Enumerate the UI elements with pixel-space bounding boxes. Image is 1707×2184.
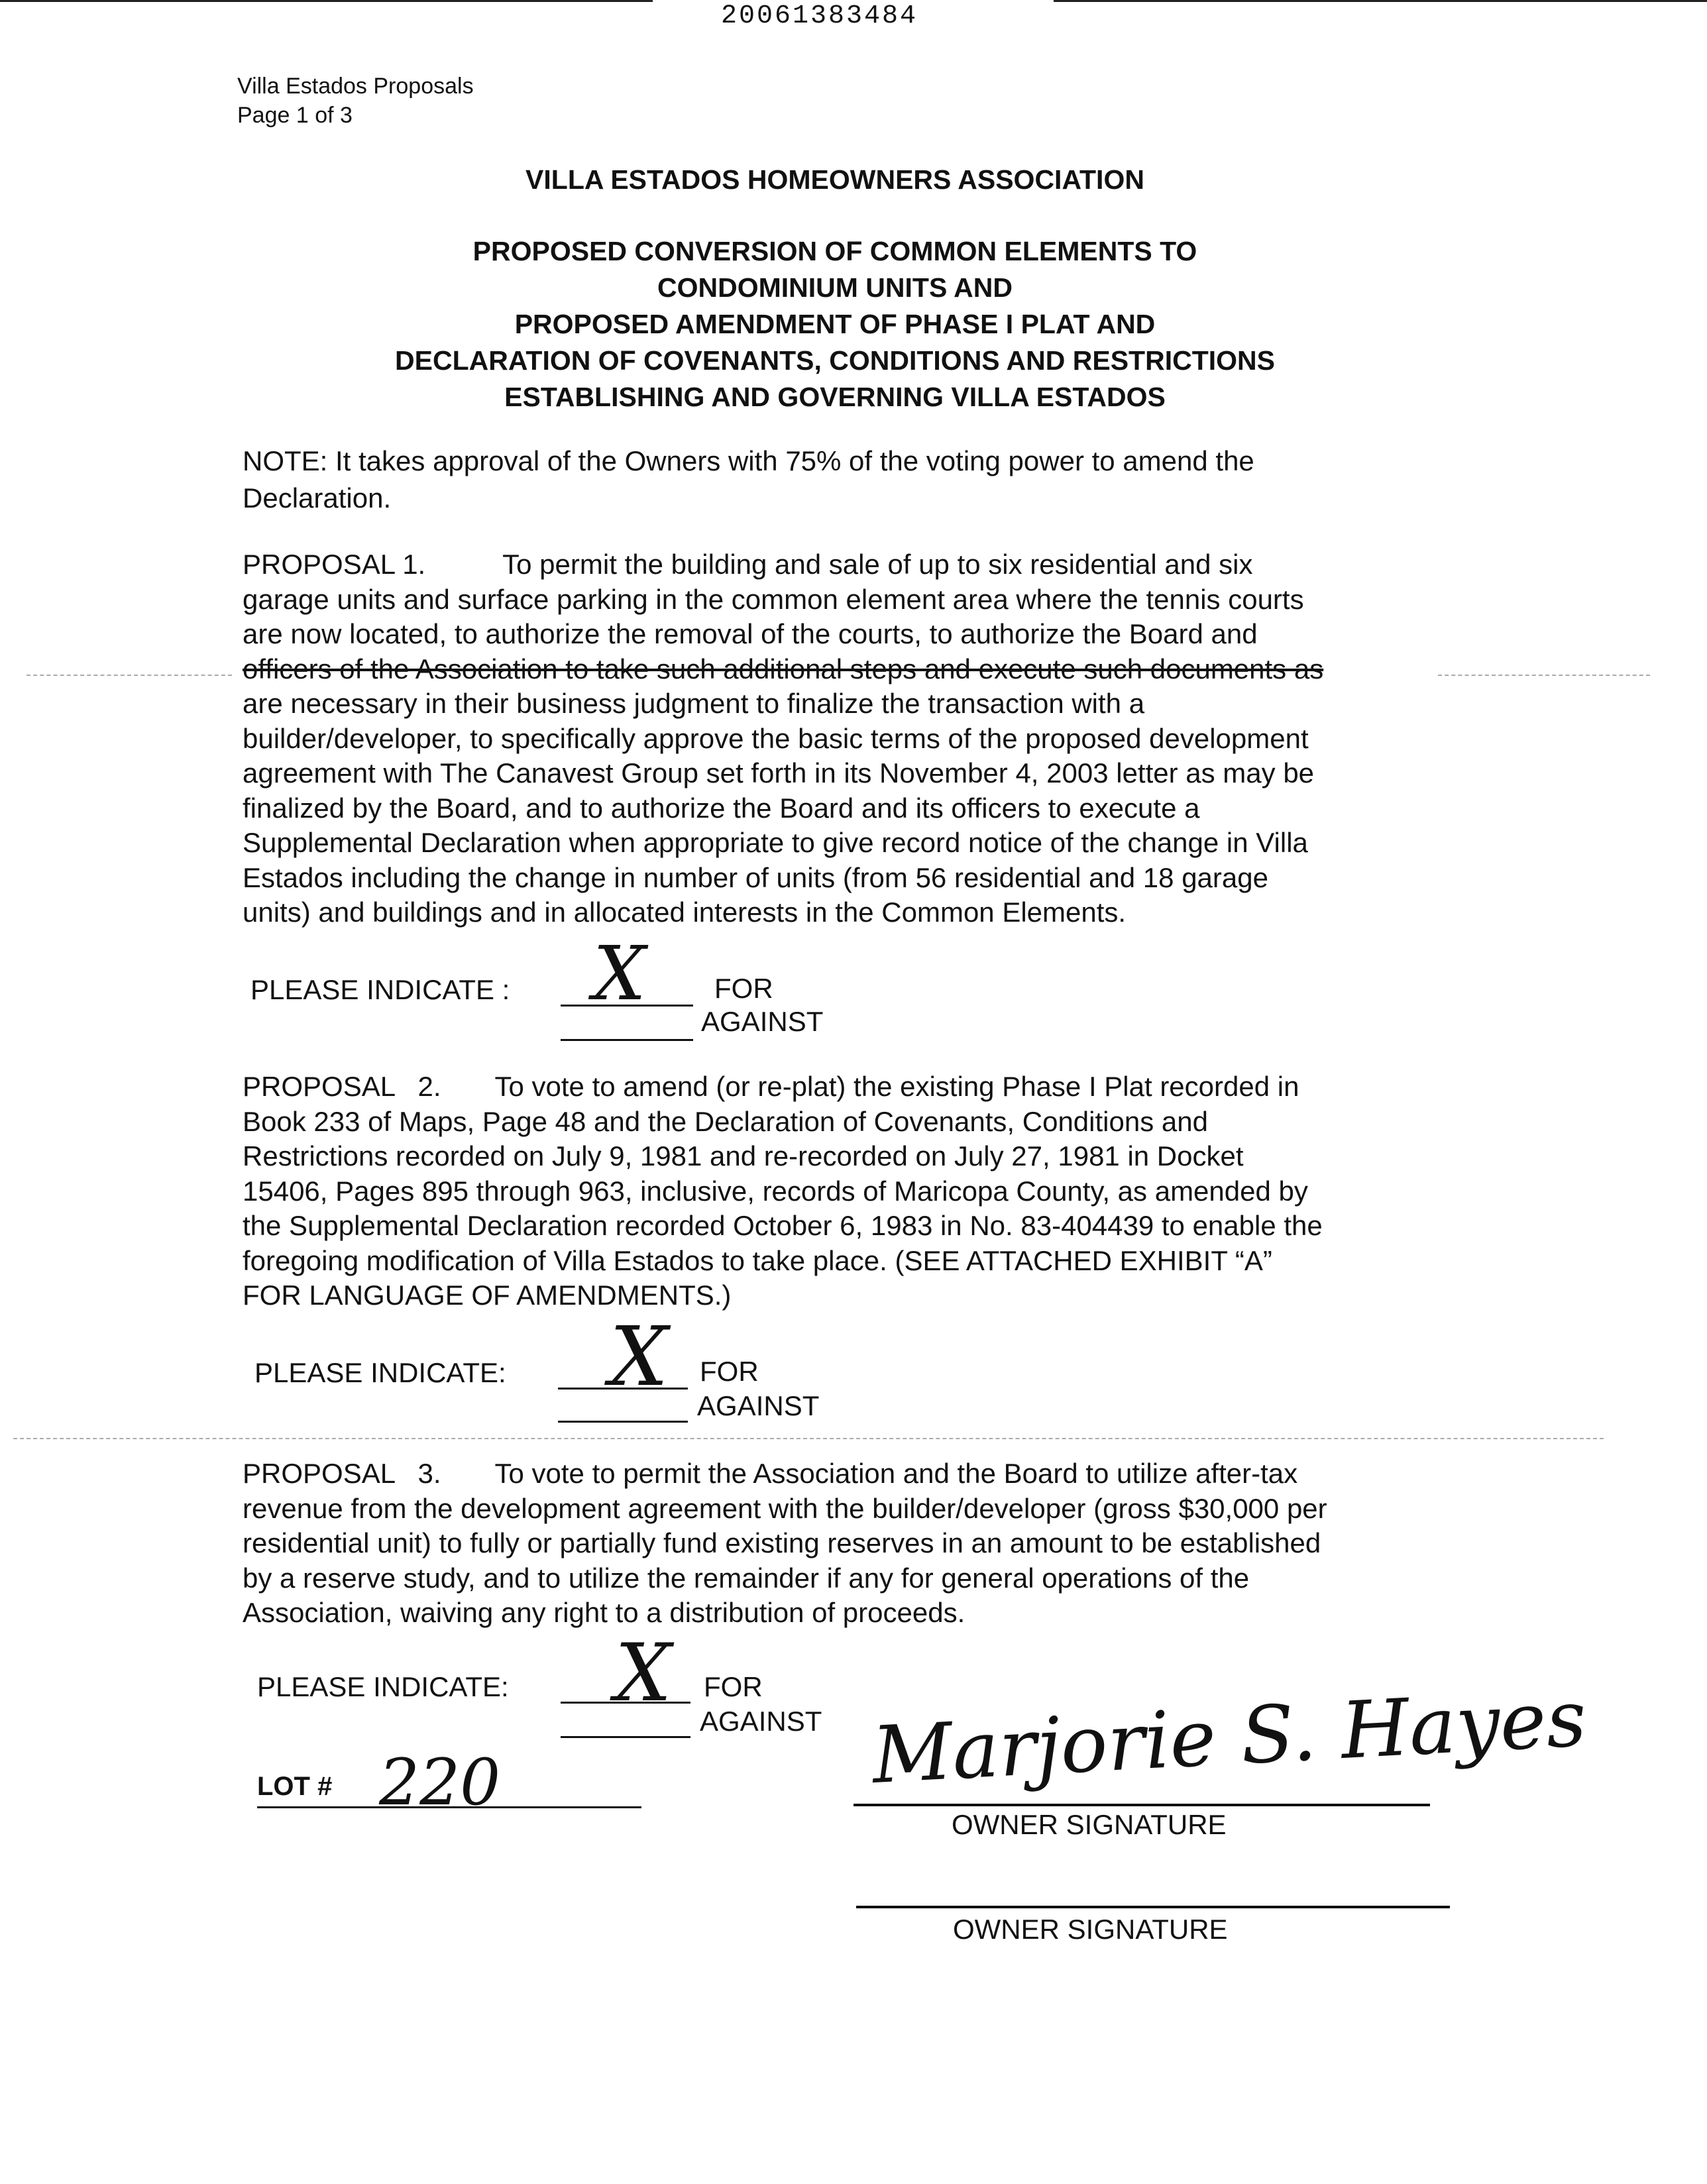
scan-noise-right: [1438, 675, 1650, 676]
scan-noise-line: [13, 1438, 1604, 1439]
scan-noise-left: [27, 675, 232, 676]
proposal-1-for-mark: X: [593, 931, 646, 1017]
proposal-line: garage units and surface parking in the common element area where the tennis courts: [243, 583, 1304, 615]
proposal-2-for-label: FOR: [700, 1356, 759, 1387]
proposal-line: PROPOSAL 1. To permit the building and sale of up to six residential and six: [243, 549, 1253, 580]
document-id: 20061383484: [721, 1, 918, 31]
proposal-3-text: [243, 1456, 1462, 1631]
proposal-line: Book 233 of Maps, Page 48 and the Declaration of Covenants, Conditions and: [243, 1105, 1208, 1137]
proposal-3-against-label: AGAINST: [700, 1706, 822, 1737]
title-line: PROPOSED CONVERSION OF COMMON ELEMENTS TO: [472, 236, 1197, 266]
approval-note: [243, 443, 1462, 517]
proposal-line: Restrictions recorded on July 9, 1981 and re-recorded on July 27, 1981 in Docket: [243, 1140, 1244, 1172]
proposal-3-against-blank[interactable]: [561, 1736, 690, 1738]
proposal-1-against-blank[interactable]: [561, 1039, 693, 1041]
proposal-1-against-label: AGAINST: [701, 1006, 824, 1037]
proposal-2-indicate-label: PLEASE INDICATE:: [254, 1357, 506, 1388]
proposal-line: FOR LANGUAGE OF AMENDMENTS.): [243, 1280, 732, 1311]
top-border-left: [0, 0, 653, 2]
title-line: PROPOSED AMENDMENT OF PHASE I PLAT AND: [514, 309, 1156, 339]
owner-signature-line-1[interactable]: [853, 1804, 1430, 1806]
proposal-2-for-mark: X: [610, 1309, 669, 1405]
proposal-1-text: [243, 547, 1462, 930]
proposal-line: Association, waiving any right to a distribution of proceeds.: [243, 1597, 965, 1628]
proposal-2-against-blank[interactable]: [558, 1421, 688, 1423]
title-line: CONDOMINIUM UNITS AND: [657, 272, 1013, 303]
note-line: Declaration.: [243, 482, 392, 514]
association-title: VILLA ESTADOS HOMEOWNERS ASSOCIATION: [525, 164, 1144, 195]
owner-signature-label-1: OWNER SIGNATURE: [952, 1809, 1227, 1840]
proposal-1-for-label: FOR: [714, 973, 773, 1004]
proposal-line: officers of the Association to take such additional steps and execute such documents as: [243, 653, 1324, 684]
proposal-line: Supplemental Declaration when appropriate to give record notice of the change in Villa: [243, 827, 1308, 858]
proposal-line: by a reserve study, and to utilize the remainder if any for general operations of the: [243, 1562, 1250, 1594]
top-border-right: [1054, 0, 1707, 2]
proposal-line: agreement with The Canavest Group set forth in its November 4, 2003 letter as may be: [243, 757, 1315, 789]
proposal-line: 15406, Pages 895 through 963, inclusive, records of Maricopa County, as amended by: [243, 1175, 1308, 1207]
proposal-3-indicate-label: PLEASE INDICATE:: [257, 1671, 509, 1702]
proposal-2-text: [243, 1069, 1462, 1313]
proposal-line: residential unit) to fully or partially fund existing reserves in an amount to be established: [243, 1527, 1321, 1558]
title-line: DECLARATION OF COVENANTS, CONDITIONS AND RESTRICTIONS: [395, 345, 1275, 376]
owner-signature-label-2: OWNER SIGNATURE: [953, 1914, 1228, 1945]
proposal-line: PROPOSAL 2. To vote to amend (or re-plat) the existing Phase I Plat recorded in: [243, 1071, 1299, 1102]
owner-signature-1: Marjorie S. Hayes: [869, 1672, 1589, 1801]
owner-signature-line-2[interactable]: [856, 1906, 1450, 1908]
proposal-1-indicate-label: PLEASE INDICATE :: [250, 974, 510, 1005]
proposal-line: finalized by the Board, and to authorize the Board and its officers to execute a: [243, 792, 1200, 824]
proposal-line: are now located, to authorize the removal of the courts, to authorize the Board and: [243, 618, 1258, 649]
proposal-line: are necessary in their business judgment to finalize the transaction with a: [243, 688, 1145, 719]
proposal-title: [239, 233, 1431, 415]
proposal-3-for-mark: X: [615, 1627, 672, 1720]
title-line: ESTABLISHING AND GOVERNING VILLA ESTADOS: [504, 382, 1166, 412]
proposal-line: revenue from the development agreement with the builder/developer (gross $30,000 per: [243, 1492, 1327, 1524]
note-line: NOTE: It takes approval of the Owners with 75% of the voting power to amend the: [243, 445, 1254, 476]
proposal-line: builder/developer, to specifically approve the basic terms of the proposed development: [243, 722, 1309, 754]
proposal-line: the Supplemental Declaration recorded October 6, 1983 in No. 83-404439 to enable the: [243, 1210, 1323, 1241]
lot-label: LOT #: [257, 1772, 333, 1801]
proposal-3-for-label: FOR: [704, 1671, 763, 1702]
page-header: [237, 72, 474, 130]
proposal-line: units) and buildings and in allocated interests in the Common Elements.: [243, 897, 1127, 928]
page-number: Page 1 of 3: [237, 103, 353, 128]
proposal-line: PROPOSAL 3. To vote to permit the Association and the Board to utilize after-tax: [243, 1458, 1298, 1489]
header-title: Villa Estados Proposals: [237, 74, 474, 99]
proposal-line: foregoing modification of Villa Estados to take place. (SEE ATTACHED EXHIBIT “A”: [243, 1244, 1272, 1276]
proposal-2-against-label: AGAINST: [697, 1390, 820, 1421]
lot-number: 220: [379, 1745, 501, 1820]
proposal-line: Estados including the change in number of units (from 56 residential and 18 garage: [243, 861, 1268, 893]
